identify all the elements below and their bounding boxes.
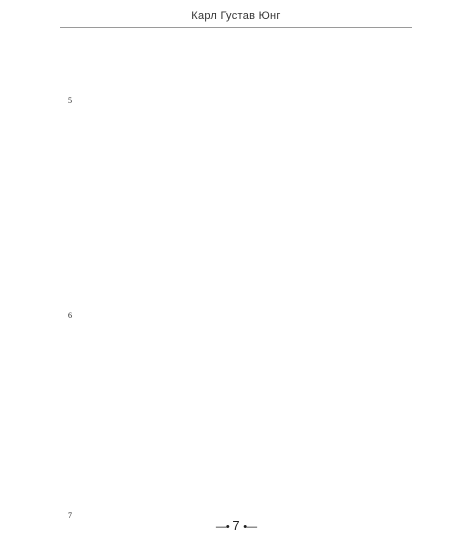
text-line (56, 159, 416, 174)
text-line (56, 128, 416, 143)
folio-ornament-left: —• (215, 521, 229, 533)
folio-ornament-right: •— (243, 521, 257, 533)
note-number: 6 (68, 312, 72, 320)
text-line (56, 97, 416, 112)
text-line (56, 404, 416, 419)
text-line (56, 174, 416, 189)
text-line (56, 251, 416, 266)
text-line (56, 542, 416, 557)
body-text (56, 36, 416, 558)
text-line (56, 266, 416, 281)
text-line (56, 374, 416, 389)
text-line (56, 420, 416, 435)
text-line (56, 297, 416, 312)
text-line (56, 389, 416, 404)
text-line (56, 113, 416, 128)
text-line (56, 450, 416, 465)
text-line (56, 189, 416, 204)
text-line (56, 435, 416, 450)
text-line (56, 358, 416, 373)
text-line (56, 143, 416, 158)
header-rule (60, 27, 412, 28)
text-line (56, 67, 416, 82)
text-line (56, 51, 416, 66)
page-folio (0, 518, 472, 533)
text-line (56, 235, 416, 250)
text-line (56, 343, 416, 358)
text-line (56, 36, 416, 51)
text-line (56, 220, 416, 235)
text-line (56, 312, 416, 327)
text-line (56, 205, 416, 220)
note-number: 7 (68, 511, 72, 520)
text-line (56, 82, 416, 97)
text-line (56, 481, 416, 496)
text-line (56, 466, 416, 481)
text-line (56, 496, 416, 511)
text-line (56, 282, 416, 297)
note-number: 5 (68, 97, 72, 106)
page-number: 7 (232, 518, 240, 533)
text-line (56, 328, 416, 343)
running-header: Карл Густав Юнг (191, 10, 281, 22)
